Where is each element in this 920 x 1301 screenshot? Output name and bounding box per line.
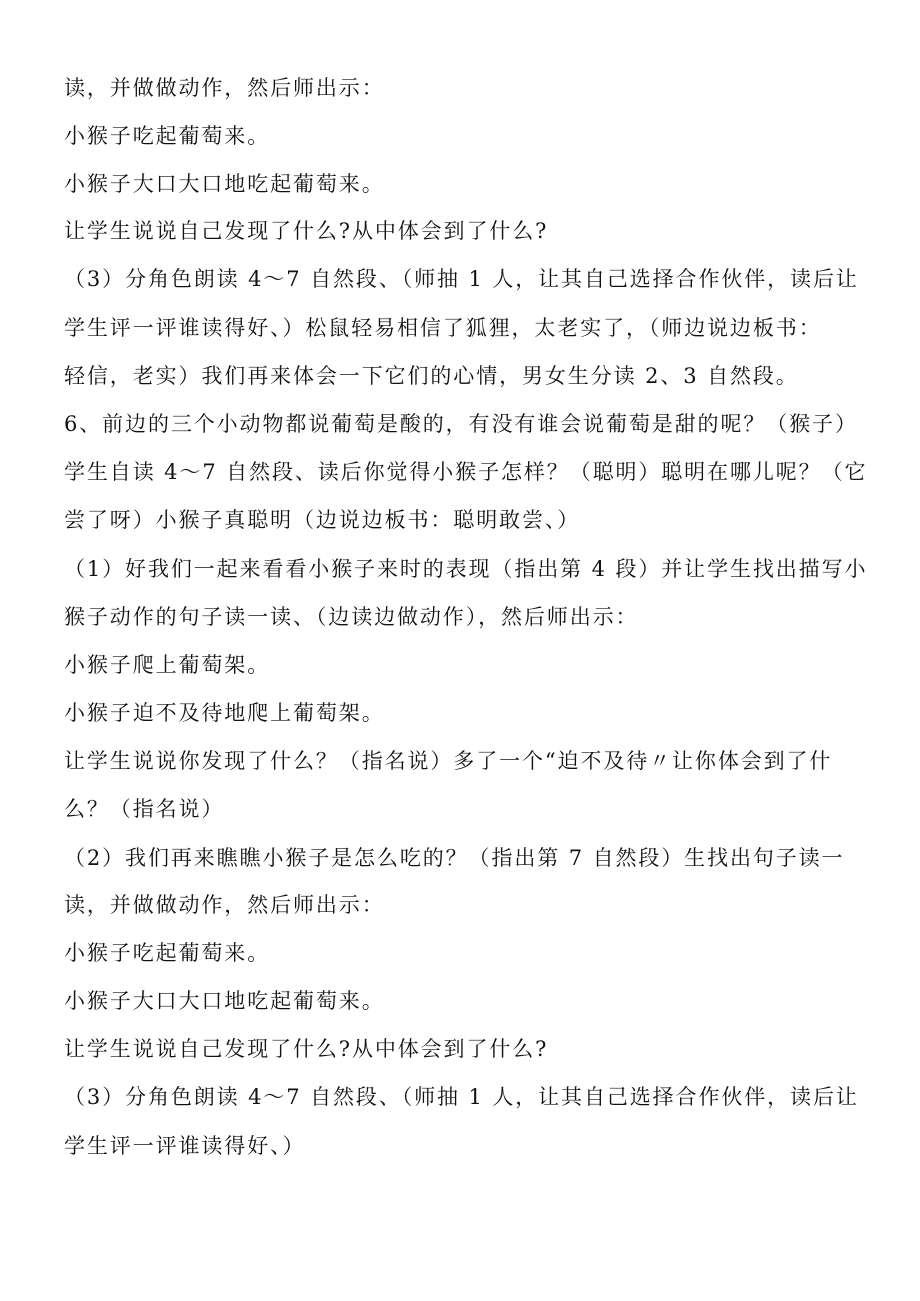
text-line: 学生评一评谁读得好、）松鼠轻易相信了狐狸，太老实了，（师边说边板书： [64,316,822,340]
text-line: （1）好我们一起来看看小猴子来时的表现（指出第 4 段）并让学生找出描写小 [64,557,868,581]
text-line: 轻信，老实）我们再来体会一下它们的心情，男女生分读 2、3 自然段。 [64,364,799,388]
text-line: 尝了呀）小猴子真聪明（边说边板书：聪明敢尝、） [64,508,581,532]
text-line: 小猴子大口大口地吃起葡萄来。 [64,172,385,196]
text-line: 猴子动作的句子读一读、（边读边做动作），然后师出示： [64,605,639,629]
text-line: 让学生说说自己发现了什么?从中体会到了什么? [64,219,549,243]
text-line: （2）我们再来瞧瞧小猴子是怎么吃的？（指出第 7 自然段）生找出句子读一 [64,846,845,870]
text-line: 小猴子吃起葡萄来。 [64,124,271,148]
text-line: 么？（指名说） [64,797,225,821]
text-line: 6、前边的三个小动物都说葡萄是酸的，有没有谁会说葡萄是甜的呢？（猴子） [64,412,858,436]
text-line: 学生自读 4～7 自然段、读后你觉得小猴子怎样？（聪明）聪明在哪儿呢？（它 [64,460,868,484]
text-line: （3）分角色朗读 4～7 自然段、（师抽 1 人，让其自己选择合作伙伴，读后让 [64,267,859,291]
text-line: 小猴子迫不及待地爬上葡萄架。 [64,701,385,725]
text-line: 读，并做做动作，然后师出示： [64,893,385,917]
text-line: 让学生说说你发现了什么？（指名说）多了一个“迫不及待〃让你体会到了什 [64,749,833,773]
text-line: 小猴子爬上葡萄架。 [64,653,271,677]
text-line: 读，并做做动作，然后师出示： [64,76,385,100]
text-line: 让学生说说自己发现了什么?从中体会到了什么? [64,1037,549,1061]
text-line: 小猴子吃起葡萄来。 [64,941,271,965]
text-line: 学生评一评谁读得好、） [64,1134,306,1158]
text-line: （3）分角色朗读 4～7 自然段、（师抽 1 人，让其自己选择合作伙伴，读后让 [64,1085,859,1109]
text-line: 小猴子大口大口地吃起葡萄来。 [64,989,385,1013]
